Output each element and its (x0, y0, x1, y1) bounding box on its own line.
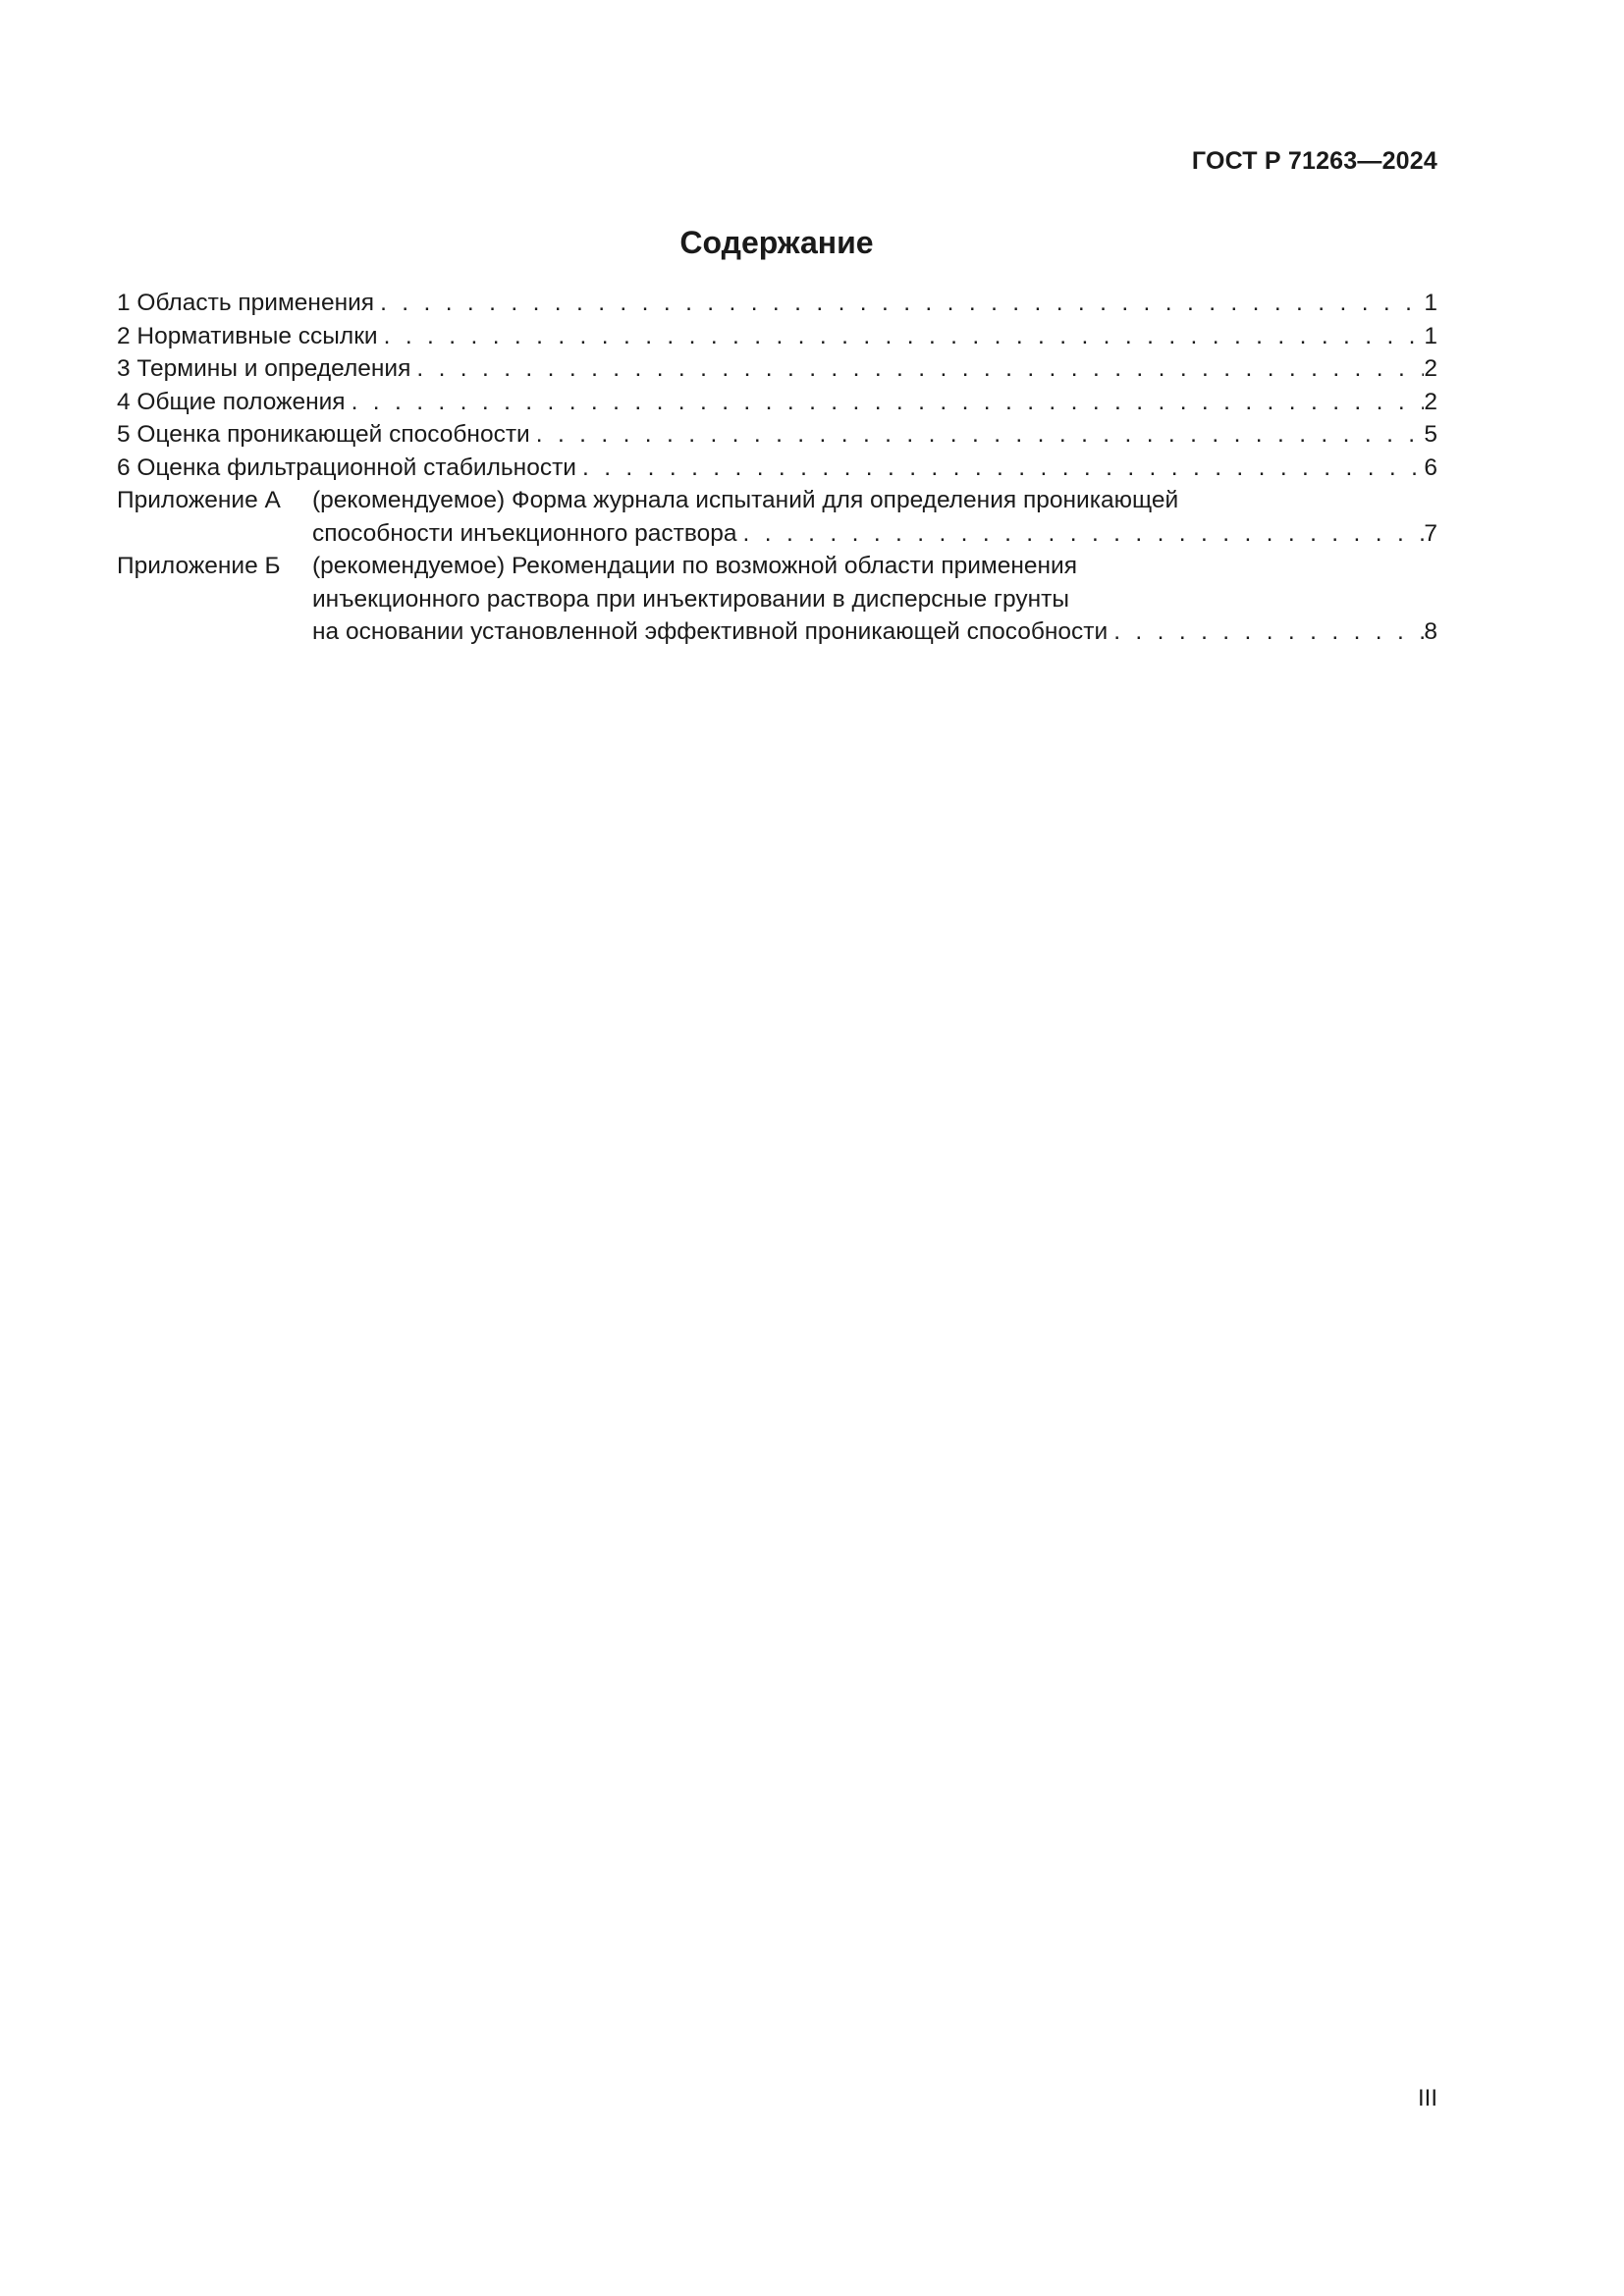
toc-entry-text: на основании установленной эффективной проникающей способности (312, 618, 1109, 645)
toc-dot-leader (378, 320, 1425, 353)
toc-entry-page: 2 (1424, 355, 1437, 382)
toc-entry-text: 5 Оценка проникающей способности (117, 421, 530, 448)
toc-entry-appendix-a[interactable] (117, 484, 1437, 550)
toc-entry-general-provisions[interactable] (117, 386, 1437, 419)
toc-dot-leader (346, 386, 1425, 419)
toc-entry-page: 1 (1424, 290, 1437, 316)
toc-dot-leader (576, 452, 1424, 485)
document-code: ГОСТ Р 71263—2024 (1191, 147, 1437, 175)
toc-entry-scope[interactable] (117, 287, 1437, 320)
toc-entry-text: 2 Нормативные ссылки (117, 322, 378, 349)
page-number: III (1417, 2085, 1437, 2111)
toc-entry-text: (рекомендуемое) Рекомендации по возможной области применения (312, 553, 1078, 579)
toc-appendix-line (312, 484, 1437, 517)
toc-dot-leader (1108, 615, 1424, 649)
toc-entry-page: 2 (1424, 388, 1437, 415)
toc-entry-page: 6 (1424, 454, 1437, 481)
toc-entry-appendix-b[interactable] (117, 550, 1437, 649)
toc-appendix-prefix: Приложение Б (117, 553, 281, 579)
toc-entry-normative-references[interactable] (117, 320, 1437, 353)
toc-appendix-line (312, 550, 1437, 583)
toc-entry-text: (рекомендуемое) Форма журнала испытаний для определения проникающей (312, 487, 1179, 513)
toc-appendix-line (312, 615, 1437, 649)
toc-appendix-line (312, 583, 1437, 616)
toc-entry-text: 3 Термины и определения (117, 355, 411, 382)
toc-entry-text: способности инъекционного раствора (312, 519, 737, 547)
toc-entry-text: 6 Оценка фильтрационной стабильности (117, 454, 576, 481)
toc-appendix-body (312, 550, 1437, 649)
toc-title: Содержание (679, 225, 874, 260)
toc-appendix-line (312, 517, 1437, 551)
toc-appendix-body (312, 484, 1437, 550)
toc-entry-page: 1 (1424, 322, 1437, 349)
toc-entry-text: 1 Область применения (117, 290, 375, 316)
toc-entry-penetrating-ability[interactable] (117, 418, 1437, 452)
toc-dot-leader (530, 418, 1425, 452)
toc-entry-page: 8 (1424, 618, 1437, 645)
toc-entry-page: 7 (1424, 519, 1437, 547)
toc-appendix-prefix: Приложение А (117, 487, 281, 513)
toc-entry-text: 4 Общие положения (117, 388, 346, 415)
toc-entry-terms-definitions[interactable] (117, 352, 1437, 386)
table-of-contents (117, 287, 1437, 649)
toc-dot-leader (374, 287, 1424, 320)
toc-entry-page: 5 (1424, 421, 1437, 448)
toc-dot-leader (410, 352, 1424, 386)
toc-entry-text: инъекционного раствора при инъектировании в дисперсные грунты (312, 585, 1069, 613)
toc-entry-filtration-stability[interactable] (117, 452, 1437, 485)
toc-dot-leader (737, 517, 1425, 551)
